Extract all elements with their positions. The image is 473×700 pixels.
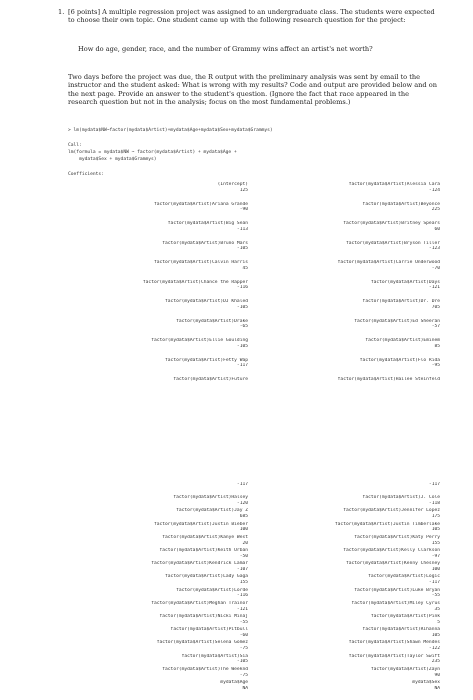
coefficient-name: (Intercept) xyxy=(217,182,248,187)
coefficient-entry xyxy=(68,260,248,272)
coefficient-value: -57 xyxy=(431,324,440,330)
coefficient-name: mydata$Age xyxy=(220,680,248,685)
coefficient-name: factor(mydata$Artist)Kendrick Lamar xyxy=(151,561,248,567)
coefficient-entry xyxy=(260,241,440,253)
coefficient-entry xyxy=(260,574,440,586)
coefficient-value: -70 xyxy=(431,265,440,271)
coefficient-name: factor(mydata$Artist)Ariana Grande xyxy=(153,201,248,207)
coefficient-value: -65 xyxy=(239,324,248,330)
coefficient-entry xyxy=(68,548,248,560)
coefficient-name: factor(mydata$Artist)Fetty Wap xyxy=(165,357,248,363)
coefficient-value: -124 xyxy=(428,187,440,193)
coefficient-value: 155 xyxy=(239,580,248,586)
coefficient-entry xyxy=(260,667,440,679)
coefficient-name: factor(mydata$Artist)Hailee Steinfeld xyxy=(337,377,440,382)
coefficient-name: factor(mydata$Artist)Taylor Swift xyxy=(348,653,440,659)
coefficient-name: factor(mydata$Artist)Meghan Trainor xyxy=(151,600,248,606)
question-intro: [6 points] A multiple regression project was assigned to an undergraduate class. The students were expected to choose their own topic. One student came up with the following research question for the project: xyxy=(68,8,435,25)
coefficient-value: -107 xyxy=(236,566,248,572)
coefficient-name: factor(mydata$Artist)Bryson Tiller xyxy=(345,240,440,246)
coefficient-entry xyxy=(260,182,440,194)
coefficient-value: 45 xyxy=(242,265,248,271)
coefficient-entry xyxy=(260,680,440,692)
coefficient-entry xyxy=(260,627,440,639)
coefficient-name: factor(mydata$Artist)Chance the Rapper xyxy=(142,279,248,285)
coefficient-name: factor(mydata$Artist)Eminem xyxy=(365,338,440,343)
coefficient-value: -105 xyxy=(236,659,248,665)
coefficient-name: factor(mydata$Artist)Ed Sheeran xyxy=(354,318,440,324)
coefficient-name: factor(mydata$Artist)Kelly Clarkson xyxy=(343,548,440,553)
coefficient-name: factor(mydata$Artist)Days xyxy=(370,279,440,285)
coefficient-entry xyxy=(260,338,440,350)
coefficient-entry xyxy=(260,522,440,534)
coefficient-entry xyxy=(260,299,440,311)
coefficient-name: factor(mydata$Artist)Kenny Chesney xyxy=(345,561,440,567)
coefficient-name: factor(mydata$Artist)Pitbull xyxy=(170,627,248,633)
coefficient-value: -105 xyxy=(236,246,248,252)
coefficient-entry xyxy=(68,280,248,292)
coefficient-value: 685 xyxy=(239,514,248,520)
coefficient-name: factor(mydata$Artist)Kanye West xyxy=(162,534,248,540)
coefficient-value: 705 xyxy=(431,304,440,310)
coefficient-value: -121 xyxy=(236,606,248,612)
coefficient-value: -116 xyxy=(236,285,248,291)
coefficient-value: 225 xyxy=(431,207,440,213)
coefficient-name: factor(mydata$Artist)Nicki Minaj xyxy=(159,614,248,619)
coefficient-name: factor(mydata$Artist)Justin Bieber xyxy=(153,521,248,527)
call-line-2: mydata$Sex + mydata$Grammys) xyxy=(68,157,157,162)
question-number: 1. xyxy=(58,8,65,16)
coefficient-name: factor(mydata$Artist)Miley Cyrus xyxy=(351,600,440,606)
coefficient-name: factor(mydata$Artist)Pink xyxy=(370,614,440,619)
coefficient-value: 100 xyxy=(431,566,440,572)
coefficient-value: -117 xyxy=(236,482,248,487)
coefficient-name: factor(mydata$Artist)Luke Bryan xyxy=(354,587,440,593)
coefficient-value: 5 xyxy=(437,619,440,625)
coefficient-entry xyxy=(68,588,248,600)
coefficient-name: factor(mydata$Artist)Jay Z xyxy=(176,508,248,514)
coefficient-entry xyxy=(260,260,440,272)
coefficient-value: -105 xyxy=(236,304,248,310)
coefficient-value: 155 xyxy=(431,540,440,546)
coefficient-value: 90 xyxy=(434,672,440,678)
coefficient-name: factor(mydata$Artist)Sia xyxy=(181,653,248,659)
coefficient-entry xyxy=(68,338,248,350)
coefficient-value: -116 xyxy=(236,593,248,599)
coefficient-value: -120 xyxy=(236,500,248,506)
coefficient-entry xyxy=(68,377,248,383)
coefficient-value: NA xyxy=(242,685,248,691)
coefficient-name: factor(mydata$Artist)Ellie Goulding xyxy=(151,338,248,343)
call-label: Call: xyxy=(68,143,82,148)
coefficient-value: -90 xyxy=(239,207,248,213)
coefficient-entry xyxy=(68,299,248,311)
coefficient-entry xyxy=(68,522,248,534)
coefficient-entry xyxy=(68,495,248,507)
coefficient-value: 35 xyxy=(434,606,440,612)
coefficient-name: factor(mydata$Artist)DJ Khaled xyxy=(165,299,248,304)
call-line-1: lm(formula = mydata$NW ~ factor(mydata$Artist) + mydata$Age + xyxy=(68,150,237,155)
coefficient-value: 235 xyxy=(431,659,440,665)
coefficient-entry xyxy=(260,202,440,214)
coefficient-value: -105 xyxy=(236,343,248,349)
coefficient-name: factor(mydata$Artist)Zayn xyxy=(370,666,440,672)
coefficient-value: -118 xyxy=(428,500,440,506)
question-body: Two days before the project was due, the R output with the preliminary analysis was sent by email to the instructor and the student asked: What is wrong with my results? Code and output are provided below and on the next page. Provide an answer to the student's question. (Ignore the fact that race appeared in the research question but not in the analysis; focus on the most fundamental problems.) xyxy=(68,73,437,106)
coefficient-name: factor(mydata$Artist)Carrie Underwood xyxy=(337,260,440,265)
coefficient-value: -122 xyxy=(428,646,440,652)
coefficient-entry xyxy=(68,221,248,233)
coefficient-name: factor(mydata$Artist)J. Cole xyxy=(362,495,440,501)
coefficient-name: factor(mydata$Artist)Justin Timberlake xyxy=(334,521,440,527)
coefficient-name: factor(mydata$Artist)Lady Gaga xyxy=(165,574,248,580)
coefficients-label: Coefficients: xyxy=(68,172,104,177)
coefficient-entry xyxy=(260,654,440,666)
coefficient-value: NA xyxy=(434,685,440,691)
coefficient-value: -123 xyxy=(428,246,440,252)
coefficient-value: 105 xyxy=(431,527,440,533)
coefficient-entry xyxy=(68,601,248,613)
coefficient-value: -113 xyxy=(236,226,248,232)
coefficient-name: factor(mydata$Artist)Selena Gomez xyxy=(156,640,248,646)
coefficient-value: 105 xyxy=(431,632,440,638)
coefficient-entry xyxy=(260,548,440,560)
coefficient-value: -50 xyxy=(239,553,248,559)
coefficient-value: -117 xyxy=(236,363,248,369)
coefficient-name: factor(mydata$Artist)Halsey xyxy=(173,495,248,501)
coefficient-name: factor(mydata$Artist)Katy Perry xyxy=(354,534,440,540)
coefficient-entry xyxy=(260,358,440,370)
coefficient-entry xyxy=(68,680,248,692)
coefficient-entry xyxy=(260,535,440,547)
coefficient-name: factor(mydata$Artist)Logic xyxy=(368,574,440,580)
coefficient-name: factor(mydata$Artist)Britney Spears xyxy=(343,221,440,226)
coefficient-name: factor(mydata$Artist)Calvin Harris xyxy=(153,260,248,265)
coefficient-value: -121 xyxy=(428,285,440,291)
coefficient-entry xyxy=(68,561,248,573)
coefficient-name: factor(mydata$Artist)Shawn Mendes xyxy=(348,640,440,646)
coefficient-value: -75 xyxy=(239,646,248,652)
coefficient-entry xyxy=(260,614,440,626)
coefficient-entry xyxy=(68,667,248,679)
coefficient-entry xyxy=(68,482,248,488)
coefficient-entry xyxy=(260,640,440,652)
coefficient-name: factor(mydata$Artist)Future xyxy=(173,377,248,382)
coefficient-value: -55 xyxy=(239,619,248,625)
coefficient-entry xyxy=(68,241,248,253)
coefficient-entry xyxy=(260,561,440,573)
coefficient-entry xyxy=(260,280,440,292)
coefficient-name: factor(mydata$Artist)Alessia Cara xyxy=(348,182,440,187)
coefficient-name: factor(mydata$Artist)Beyonce xyxy=(362,201,440,207)
coefficient-value: -117 xyxy=(428,580,440,586)
coefficient-name: factor(mydata$Artist)Rihanna xyxy=(362,627,440,633)
coefficient-entry xyxy=(68,319,248,331)
coefficient-entry xyxy=(68,640,248,652)
coefficient-entry xyxy=(68,508,248,520)
coefficient-entry xyxy=(260,508,440,520)
coefficient-value: 175 xyxy=(431,514,440,520)
coefficient-value: 60 xyxy=(434,226,440,232)
coefficient-entry xyxy=(260,221,440,233)
coefficient-entry xyxy=(68,614,248,626)
coefficient-name: mydata$Sex xyxy=(412,680,440,685)
coefficient-value: -97 xyxy=(431,553,440,559)
coefficient-name: factor(mydata$Artist)Drake xyxy=(176,318,248,324)
coefficient-name: factor(mydata$Artist)Flo Rida xyxy=(359,357,440,363)
coefficient-name: factor(mydata$Artist)Bruno Mars xyxy=(162,240,248,246)
coefficient-entry xyxy=(260,377,440,383)
coefficient-entry xyxy=(68,535,248,547)
coefficient-value: 20 xyxy=(242,540,248,546)
research-question: How do age, gender, race, and the number of Grammy wins affect an artist's net worth? xyxy=(78,45,373,53)
coefficient-entry xyxy=(68,182,248,194)
coefficient-value: -60 xyxy=(239,632,248,638)
coefficient-value: -75 xyxy=(239,672,248,678)
coefficient-name: factor(mydata$Artist)Jennifer Lopez xyxy=(343,508,440,514)
r-command: > lm(mydata$NW~factor(mydata$Artist)+mydata$Age+mydata$Sex+mydata$Grammys) xyxy=(68,128,273,133)
coefficient-value: -55 xyxy=(431,593,440,599)
coefficient-entry xyxy=(260,482,440,488)
coefficient-name: factor(mydata$Artist)The Weeknd xyxy=(162,666,248,672)
coefficient-entry xyxy=(260,601,440,613)
coefficient-name: factor(mydata$Artist)Dr. Dre xyxy=(362,299,440,304)
coefficient-value: 125 xyxy=(239,187,248,193)
coefficient-entry xyxy=(68,574,248,586)
coefficient-entry xyxy=(68,627,248,639)
coefficient-entry xyxy=(68,654,248,666)
coefficient-value: -117 xyxy=(428,482,440,487)
coefficient-entry xyxy=(260,495,440,507)
coefficient-value: -95 xyxy=(431,363,440,369)
coefficient-value: 85 xyxy=(434,343,440,349)
coefficient-name: factor(mydata$Artist)Big Sean xyxy=(167,221,248,226)
coefficient-entry xyxy=(260,588,440,600)
coefficient-entry xyxy=(68,202,248,214)
coefficient-name: factor(mydata$Artist)Keith Urban xyxy=(159,548,248,553)
coefficient-entry xyxy=(260,319,440,331)
coefficient-entry xyxy=(68,358,248,370)
coefficient-name: factor(mydata$Artist)Lorde xyxy=(176,587,248,593)
coefficient-value: 100 xyxy=(239,527,248,533)
